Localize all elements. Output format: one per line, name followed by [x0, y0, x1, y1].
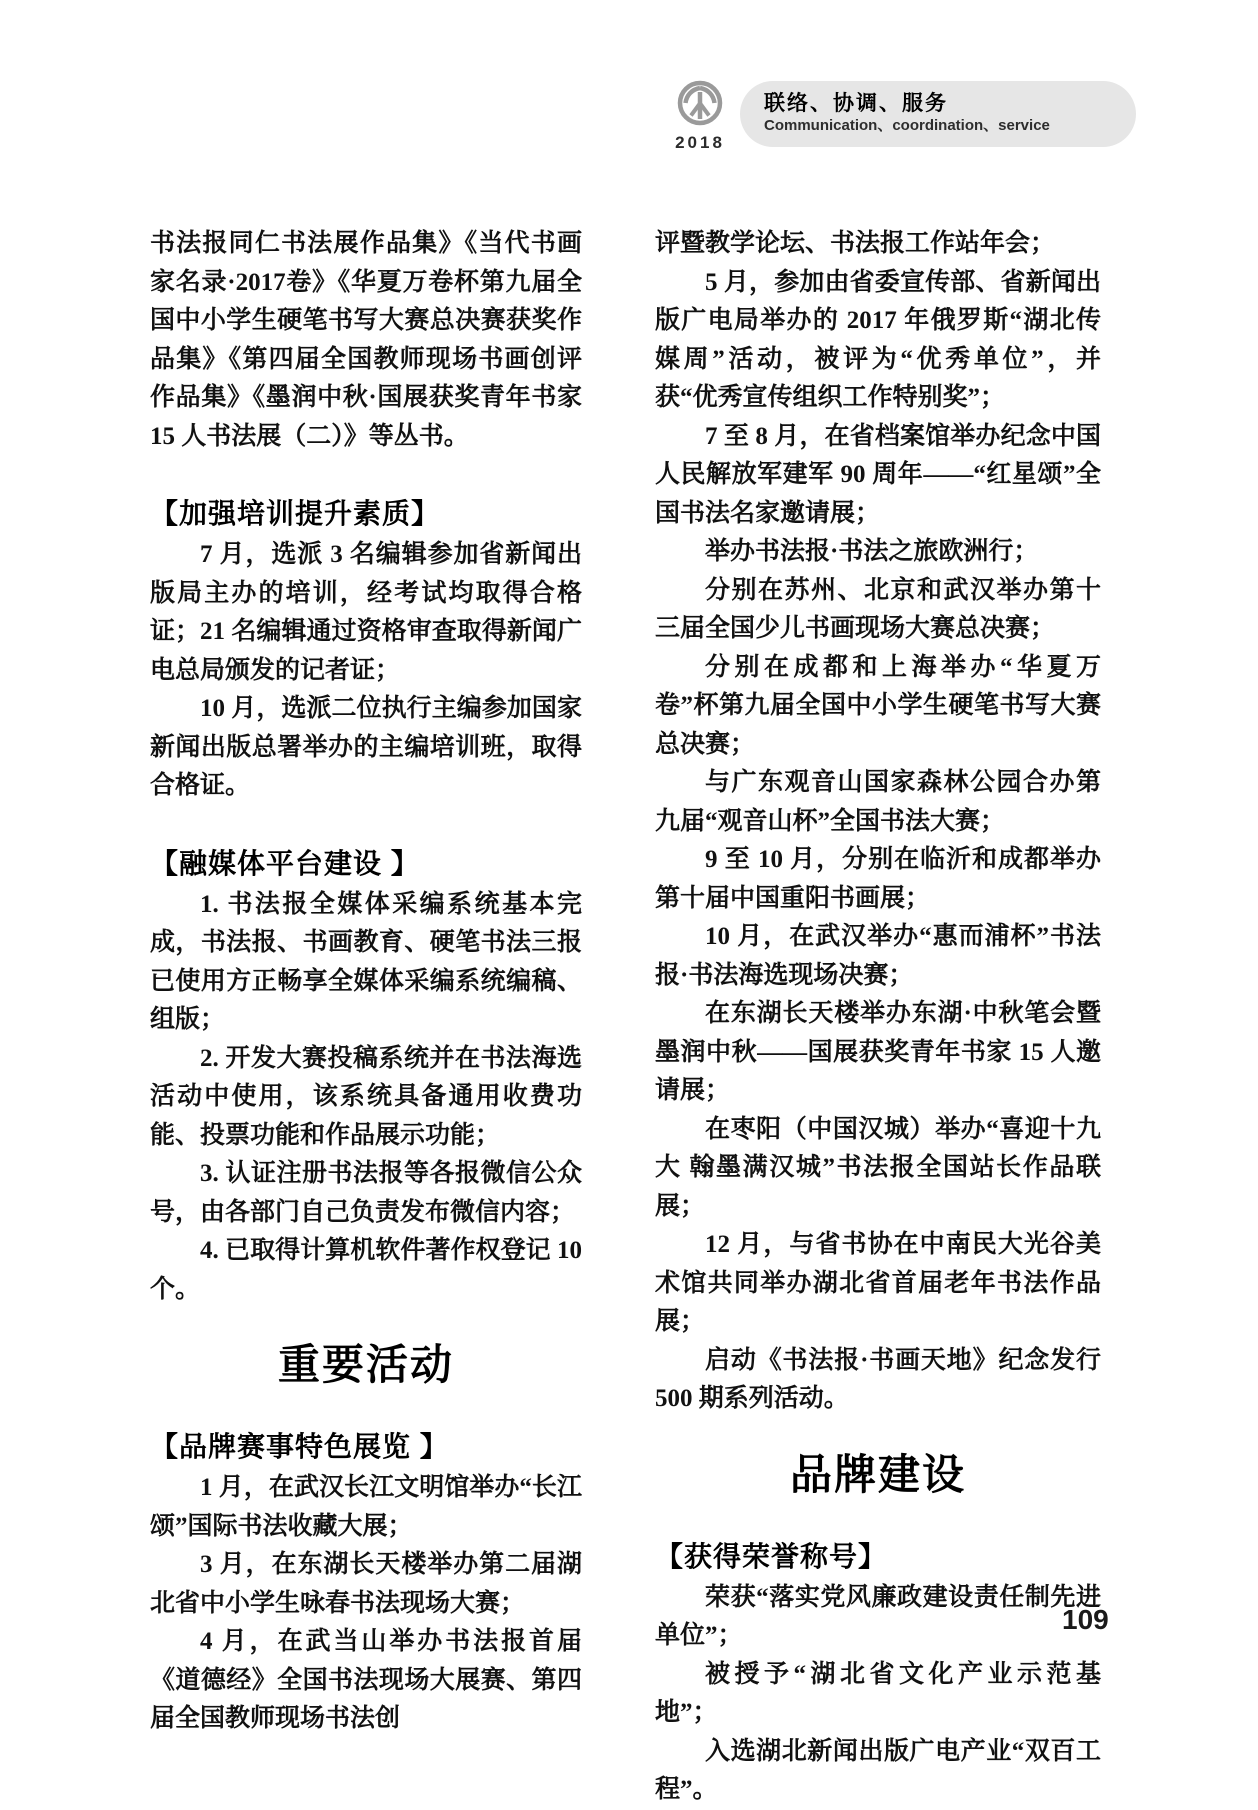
page-header-logo — [672, 80, 728, 153]
event-paragraph: 在东湖长天楼举办东湖·中秋笔会暨墨润中秋——国展获奖青年书家 15 人邀请展； — [655, 1000, 1101, 1104]
continuation-paragraph: 评暨教学论坛、书法报工作站年会； — [655, 230, 1056, 257]
banner-title-cn: 联络、协调、服务 — [764, 92, 948, 115]
event-paragraph: 与广东观音山国家森林公园合办第九届“观音山杯”全国书法大赛； — [655, 769, 1101, 835]
event-paragraph: 10 月，在武汉举办“惠而浦杯”书法报·书法海选现场决赛； — [655, 923, 1101, 989]
media-paragraph: 2. 开发大赛投稿系统并在书法海选活动中使用，该系统具备通用收费功能、投票功能和作品展示功能； — [150, 1044, 582, 1149]
event-paragraph: 7 至 8 月，在省档案馆举办纪念中国人民解放军建军 90 周年——“红星颂”全国书法名家邀请展； — [655, 422, 1101, 527]
heading-training: 【加强培训提升素质】 — [150, 498, 441, 529]
intro-paragraph: 书法报同仁书法展作品集》《当代书画家名录·2017卷》《华夏万卷杯第九届全国中小学生硬笔书写大赛总决赛获奖作品集》《第四届全国教师现场书画创评作品集》《墨润中秋·国展获奖青年书家 15 人书法展（二）》等丛书。 — [150, 230, 582, 450]
left-column — [150, 225, 582, 1739]
section-banner — [740, 81, 1136, 147]
event-paragraph: 举办书法报·书法之旅欧洲行； — [705, 538, 1039, 565]
event-paragraph: 分别在苏州、北京和武汉举办第十三届全国少儿书画现场大赛总决赛； — [655, 576, 1101, 642]
heading-brand-exhibitions: 【品牌赛事特色展览 】 — [150, 1431, 449, 1462]
event-paragraph: 9 至 10 月，分别在临沂和成都举办第十届中国重阳书画展； — [655, 846, 1101, 912]
event-paragraph: 启动《书法报·书画天地》纪念发行 500 期系列活动。 — [655, 1346, 1101, 1412]
event-paragraph: 在枣阳（中国汉城）举办“喜迎十九大 翰墨满汉城”书法报全国站长作品联展； — [655, 1115, 1101, 1220]
chapter-title-important-activities: 重要活动 — [277, 1341, 454, 1388]
media-paragraph: 3. 认证注册书法报等各报微信公众号，由各部门自己负责发布微信内容； — [150, 1160, 582, 1226]
media-paragraph: 4. 已取得计算机软件著作权登记 10 个。 — [150, 1237, 582, 1303]
heading-honors: 【获得荣誉称号】 — [655, 1540, 888, 1572]
event-paragraph: 分别在成都和上海举办“华夏万卷”杯第九届全国中小学生硬笔书写大赛总决赛； — [655, 653, 1101, 758]
banner-title-en: Communication、coordination、service — [764, 117, 1050, 134]
honor-paragraph: 入选湖北新闻出版广电产业“双百工程”。 — [655, 1737, 1101, 1803]
heading-media-platform: 【融媒体平台建设 】 — [150, 847, 420, 879]
right-column — [655, 225, 1101, 1810]
chapter-title-brand-building: 品牌建设 — [789, 1450, 966, 1498]
training-paragraph: 7 月，选派 3 名编辑参加省新闻出版局主办的培训，经考试均取得合格证；21 名编辑通过资格审查取得新闻广电总局颁发的记者证； — [150, 541, 582, 684]
page-number: 109 — [1062, 1604, 1109, 1635]
training-paragraph: 10 月，选派二位执行主编参加国家新闻出版总署举办的主编培训班，取得合格证。 — [150, 695, 582, 799]
exhibition-paragraph: 1 月，在武汉长江文明馆举办“长江颂”国际书法收藏大展； — [150, 1474, 582, 1540]
event-paragraph: 5 月，参加由省委宣传部、省新闻出版广电局举办的 2017 年俄罗斯“湖北传媒周”活动，被评为“优秀单位”，并获“优秀宣传组织工作特别奖”； — [655, 268, 1101, 411]
media-paragraph: 1. 书法报全媒体采编系统基本完成，书法报、书画教育、硬笔书法三报已使用方正畅享全媒体采编系统编稿、组版； — [150, 890, 582, 1033]
exhibition-paragraph: 4 月，在武当山举办书法报首届《道德经》全国书法现场大展赛、第四届全国教师现场书法创 — [150, 1628, 582, 1732]
honor-paragraph: 荣获“落实党风廉政建设责任制先进单位”； — [655, 1583, 1101, 1649]
exhibition-paragraph: 3 月，在东湖长天楼举办第二届湖北省中小学生咏春书法现场大赛； — [150, 1551, 582, 1617]
honor-paragraph: 被授予“湖北省文化产业示范基地”； — [655, 1660, 1101, 1726]
publisher-ring-logo-icon — [677, 113, 723, 130]
logo-year: 2018 — [675, 133, 725, 152]
event-paragraph: 12 月，与省书协在中南民大光谷美术馆共同举办湖北省首届老年书法作品展； — [655, 1231, 1101, 1335]
